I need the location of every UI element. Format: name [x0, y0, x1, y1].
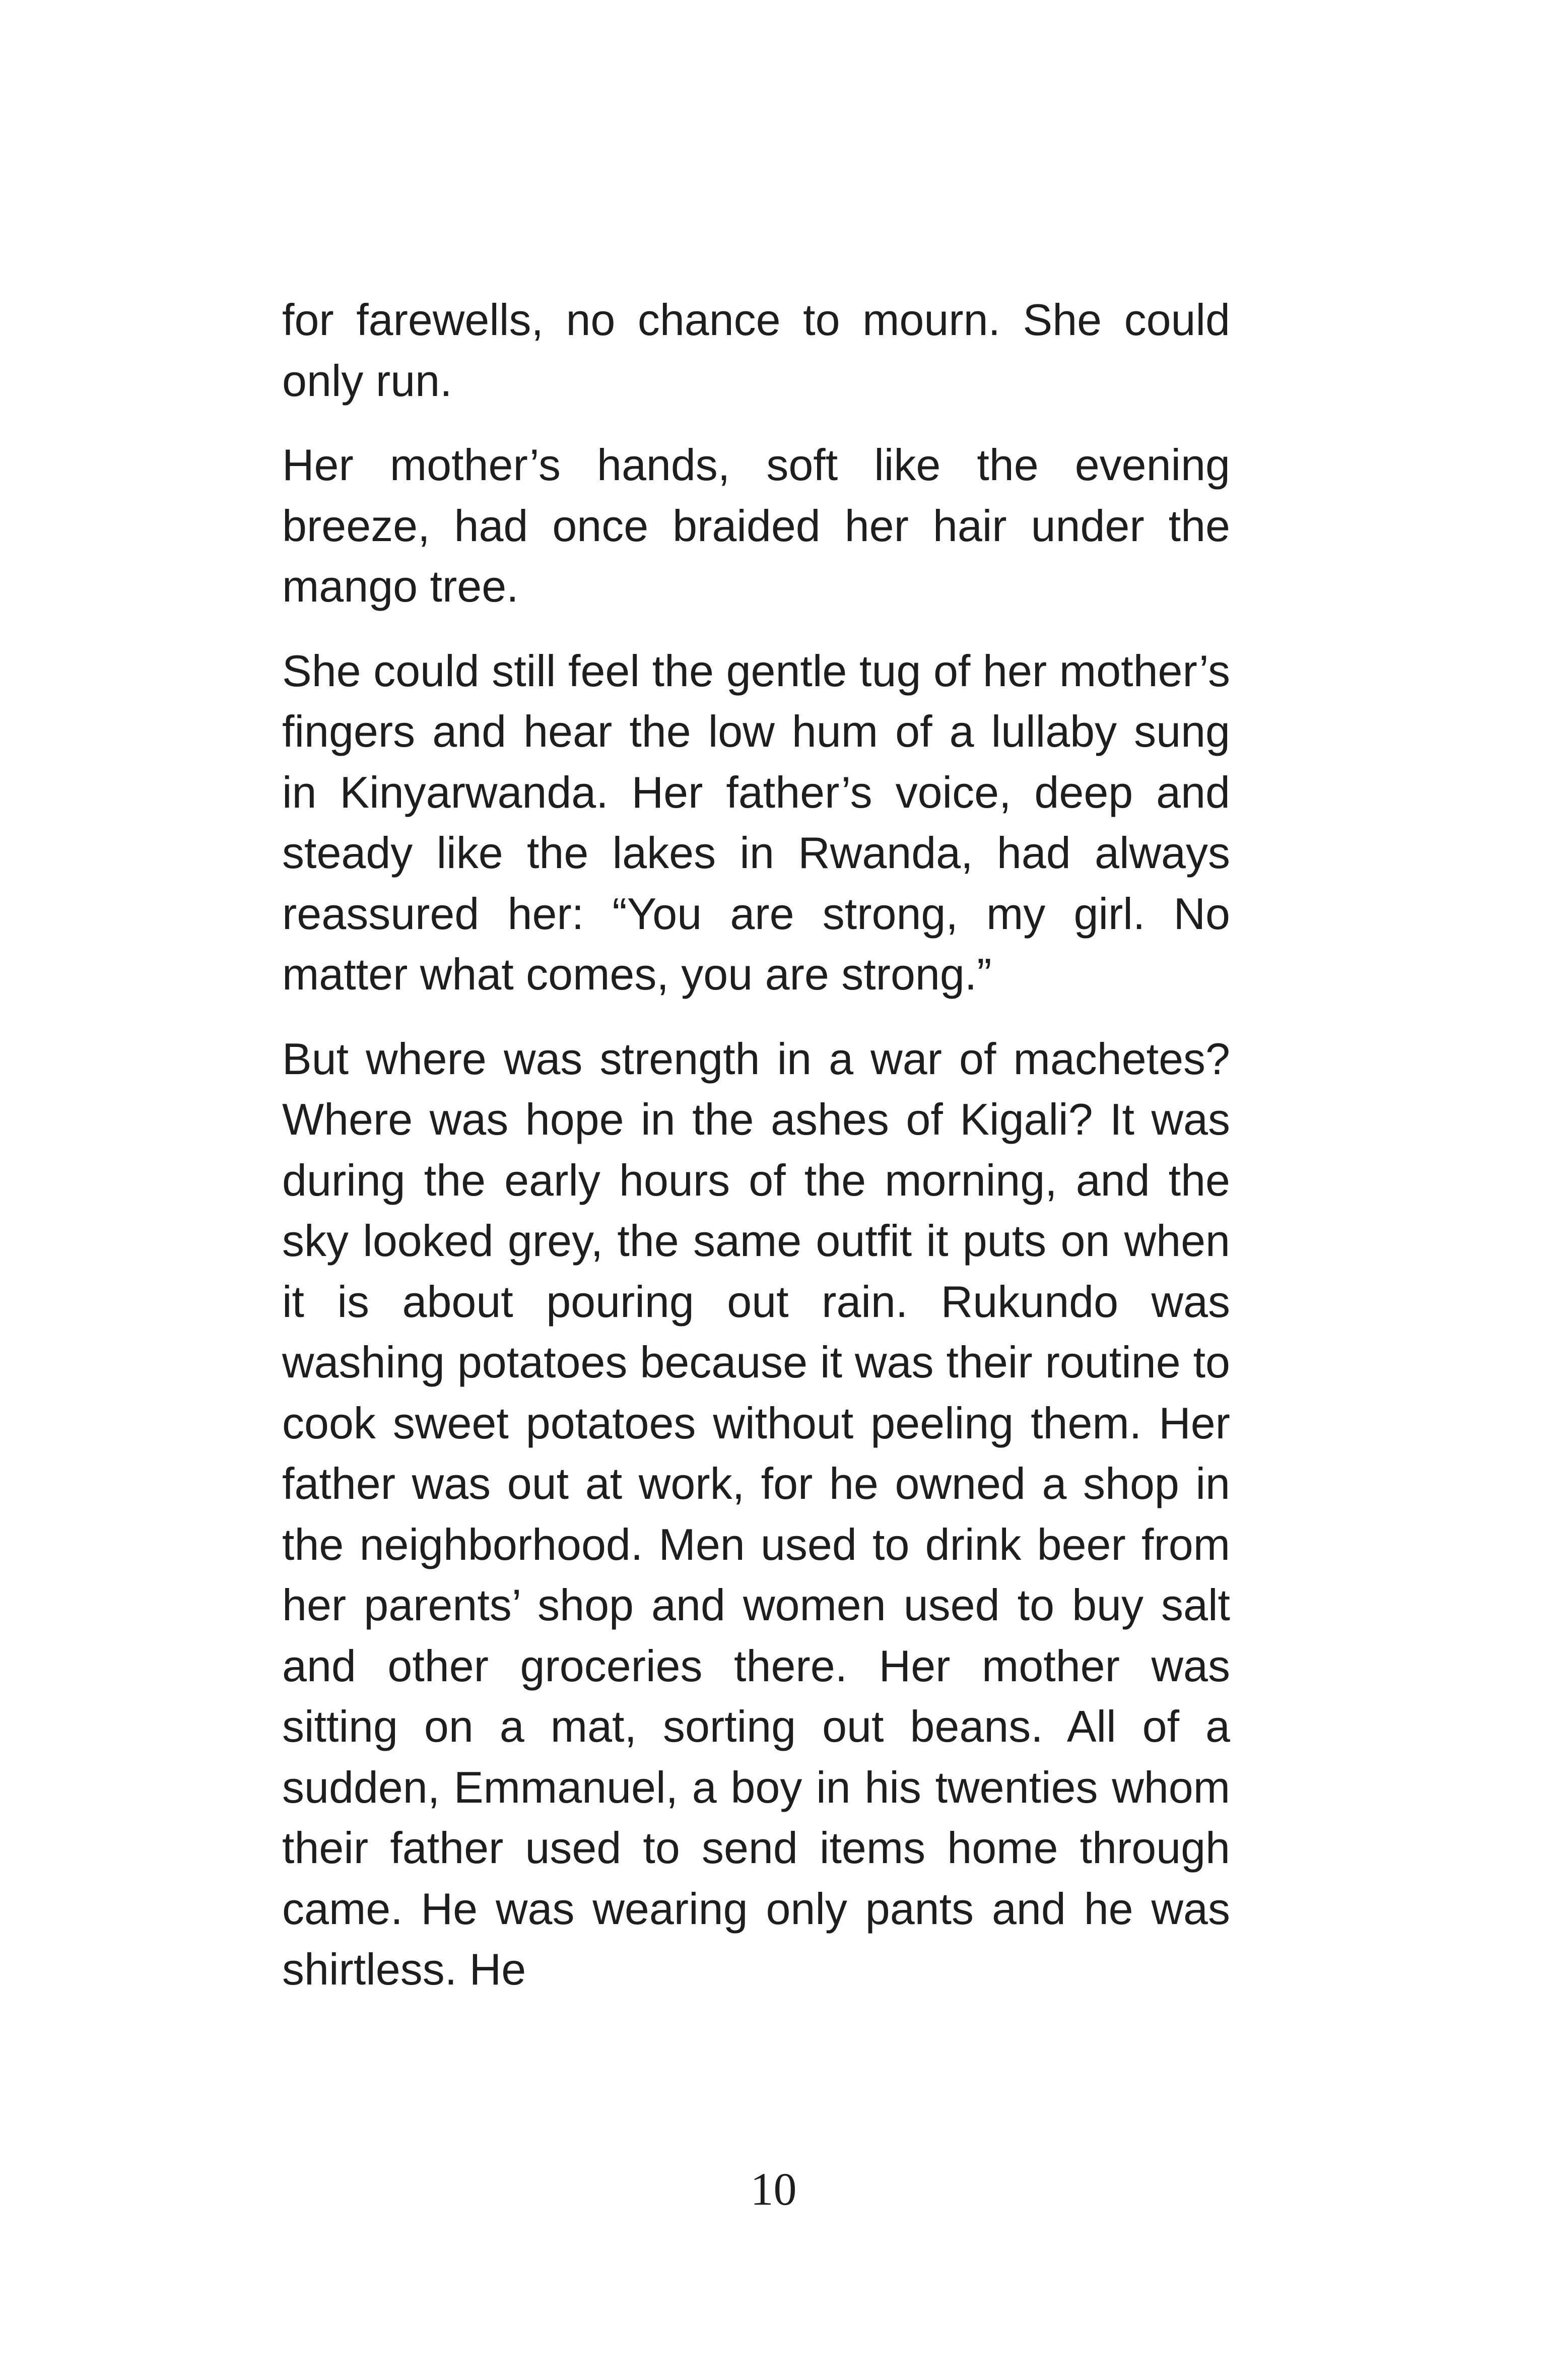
- body-text: [282, 290, 1230, 2000]
- page-number: 10: [750, 2163, 797, 2215]
- paragraph-2: Her mother’s hands, soft like the evening breeze, had once braided her hair under the mango tree.: [282, 440, 1230, 611]
- paragraph-3: She could still feel the gentle tug of her mother’s fingers and hear the low hum of a lullaby sung in Kinyarwanda. Her father’s voice, deep and steady like the lakes in Rwanda, had always reassured her: “You are strong, my girl. No matter what comes, you are strong.”: [282, 645, 1230, 999]
- paragraph-1: for farewells, no chance to mourn. She could only run.: [282, 295, 1230, 406]
- paragraph-4: But where was strength in a war of machetes? Where was hope in the ashes of Kigali? It was during the early hours of the morning, and the sky looked grey, the same outfit it puts on when it is about pouring out rain. Rukundo was washing potatoes because it was their routine to cook sweet potatoes without peeling them. Her father was out at work, for he owned a shop in the neighborhood. Men used to drink beer from her parents’ shop and women used to buy salt and other groceries there. Her mother was sitting on a mat, sorting out beans. All of a sudden, Emmanuel, a boy in his twenties whom their father used to send items home through came. He was wearing only pants and he was shirtless. He: [282, 1033, 1230, 1994]
